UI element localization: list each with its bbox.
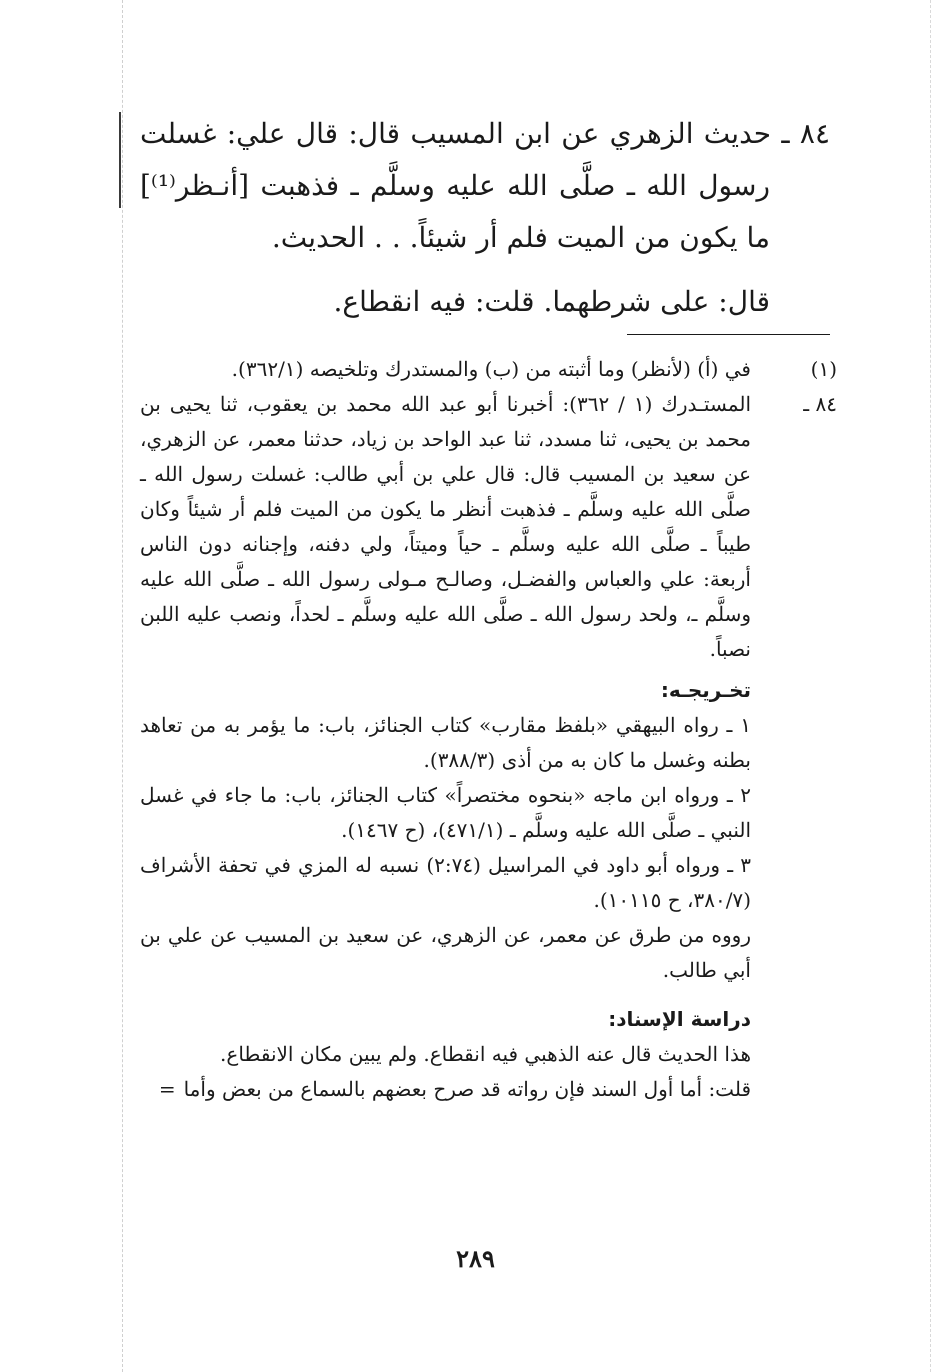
source-text: المستـدرك (١ / ٣٦٢): أخبرنا أبو عبد الله محمد بن يعقوب، ثنا يحيى بن محمد بن يحيى، ثنا مسدد، ثنا عبد الواحد بن زياد، حدثنا معمر، عن الزهري، عن سعيد بن المسيب قال: قال علي بن أبي طالب: غسلت رسول الله ـ صلَّى الله عليه وسلَّم ـ فذهبت أنظر ما يكون من الميت فلم أر شيئاً وكان طيباً ـ صلَّى الله عليه وسلَّم ـ حياً وميتاً، ولي دفنه، وإجنانه دون الناس أربعة: علي والعباس والفضـل، وصالـح مـولى رسول الله ـ صلَّى الله عليه وسلَّم ـ، ولحد رسول الله ـ صلَّى الله عليه وسلَّم ـ لحداً، ونصب عليه اللبن نصباً. <box>140 392 752 661</box>
study-line: هذا الحديث قال عنه الذهبي فيه انقطاع. ولم يبين مكان الانقطاع. <box>220 1042 751 1066</box>
continuation-marker: = <box>158 1077 176 1101</box>
footnote-text: في (أ) (لأنظر) وما أثبته من (ب) والمستدرك وتلخيصه (٣٦٢/١). <box>231 357 751 381</box>
takhrij-item: ٣ ـ ورواه أبو داود في المراسيل (٢:٧٤) نسبه له المزي في تحفة الأشراف (٣٨٠/٧، ح ١٠١١٥). <box>140 853 751 912</box>
hadith-paragraph <box>140 108 830 264</box>
ruling: قال: على شرطهما. قلت: فيه انقطاع. <box>333 285 770 318</box>
main-text <box>140 108 830 328</box>
footnote-1 <box>140 352 837 387</box>
scan-edge-right <box>930 0 931 1372</box>
takhrij-section <box>140 673 837 988</box>
takhrij-item: ٢ ـ ورواه ابن ماجه «بنحوه مختصراً» كتاب الجنائز، باب: ما جاء في غسل النبي ـ صلَّى الله عليه وسلَّم ـ (٤٧١/١)، (ح ١٤٦٧). <box>140 783 751 842</box>
hadith-number: ٨٤ ـ <box>781 117 830 150</box>
footnotes-section <box>140 352 837 1107</box>
margin-bar <box>119 112 121 208</box>
study-line-text: قلت: أما أول السند فإن رواته قد صرح بعضهم بالسماع من بعض وأما <box>183 1077 751 1101</box>
footnote-label: (١) <box>810 357 837 381</box>
takhrij-item: ١ ـ رواه البيهقي «بلفظ مقارب» كتاب الجنائز، باب: ما يؤمر به من تعاهد بطنه وغسل ما كان به من أذى (٣٨٨/٣). <box>140 713 751 772</box>
page-number: ٢٨٩ <box>456 1244 495 1273</box>
study-line-last <box>140 1072 751 1107</box>
source-entry <box>140 387 837 667</box>
hadith-text: حديث الزهري عن ابن المسيب قال: قال علي: غسلت رسول الله ـ صلَّى الله عليه وسلَّم ـ فذهبت [أنـظر⁽¹⁾] ما يكون من الميت فلم أر شيئاً. . . الحديث. <box>140 117 772 254</box>
takhrij-heading: تخـريجـه: <box>660 678 751 702</box>
takhrij-summary: رووه من طرق عن معمر، عن الزهري، عن سعيد بن المسيب عن علي بن أبي طالب. <box>140 923 751 982</box>
footnote-separator <box>627 334 830 335</box>
scan-edge-left <box>122 0 123 1372</box>
study-heading: دراسة الإسناد: <box>608 1007 751 1031</box>
study-section <box>140 1002 837 1107</box>
source-label: ٨٤ ـ <box>803 392 837 416</box>
